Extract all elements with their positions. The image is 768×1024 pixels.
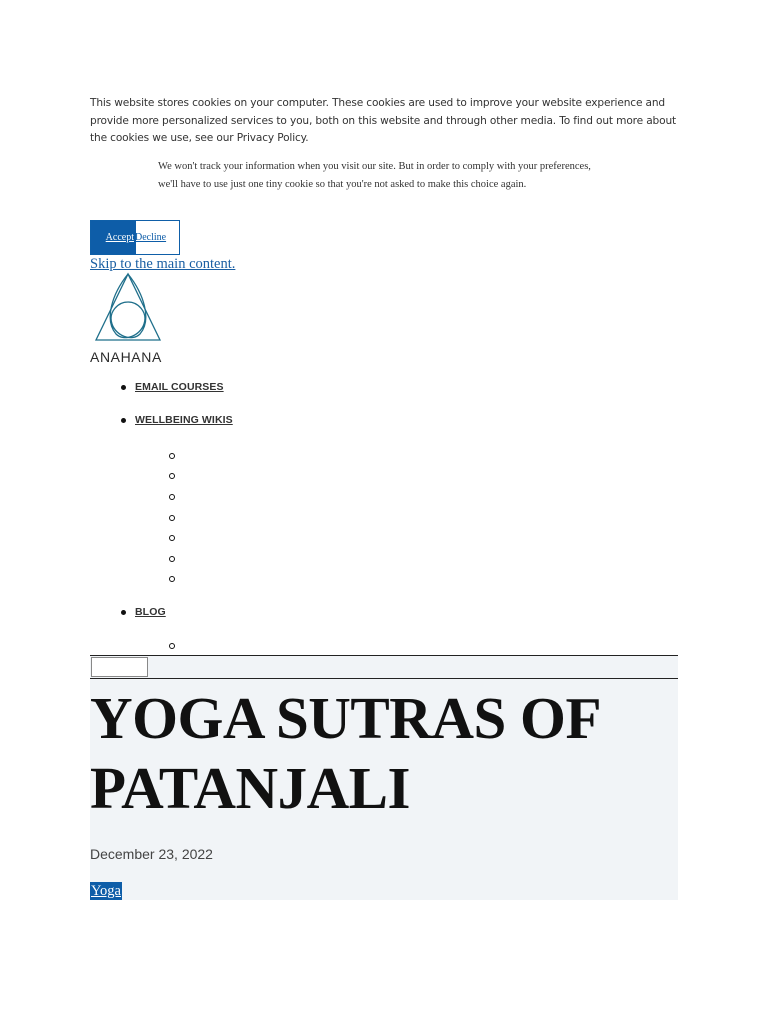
triquetra-logo-icon[interactable] bbox=[94, 272, 162, 344]
cookie-banner-message: This website stores cookies on your computer. These cookies are used to improve your website experience and provide more personalized services to you, both on this website and through other media. To find out more about the cookies we use, see our Privacy Policy. bbox=[90, 97, 677, 145]
bullet-icon bbox=[121, 385, 126, 390]
submenu-bullet-icon bbox=[169, 473, 175, 479]
submenu-bullet-icon bbox=[169, 515, 175, 521]
search-input[interactable] bbox=[91, 657, 148, 677]
submenu-bullet-icon bbox=[169, 556, 175, 562]
divider bbox=[90, 655, 678, 656]
bullet-icon bbox=[121, 418, 126, 423]
category-tag-link[interactable]: Yoga bbox=[91, 883, 121, 899]
submenu-bullet-icon bbox=[169, 453, 175, 459]
cookie-button-group bbox=[90, 220, 180, 255]
brand-name: ANAHANA bbox=[90, 349, 162, 365]
submenu-bullet-icon bbox=[169, 576, 175, 582]
publish-date: December 23, 2022 bbox=[90, 846, 213, 862]
submenu-bullet-icon bbox=[169, 643, 175, 649]
submenu-bullet-icon bbox=[169, 535, 175, 541]
page-title: YOGA SUTRAS OF PATANJALI bbox=[90, 685, 599, 821]
nav-item-wellbeing-wikis[interactable] bbox=[121, 414, 233, 426]
nav-item-label[interactable]: BLOG bbox=[135, 606, 166, 618]
accept-cookies-button[interactable]: Accept bbox=[91, 221, 136, 254]
nav-item-blog[interactable] bbox=[121, 606, 166, 618]
nav-item-label[interactable]: WELLBEING WIKIS bbox=[135, 414, 233, 426]
decline-cookies-button[interactable]: Decline bbox=[135, 232, 167, 243]
divider bbox=[90, 678, 678, 679]
cookie-banner-submessage: We won't track your information when you visit our site. But in order to comply with your preferences, we'll have to use just one tiny cookie so that you're not asked to make this choice again. bbox=[158, 161, 591, 190]
nav-item-email-courses[interactable] bbox=[121, 381, 224, 393]
nav-item-label[interactable]: EMAIL COURSES bbox=[135, 381, 224, 393]
bullet-icon bbox=[121, 610, 126, 615]
skip-to-content-link[interactable]: Skip to the main content. bbox=[90, 256, 236, 272]
submenu-bullet-icon bbox=[169, 494, 175, 500]
